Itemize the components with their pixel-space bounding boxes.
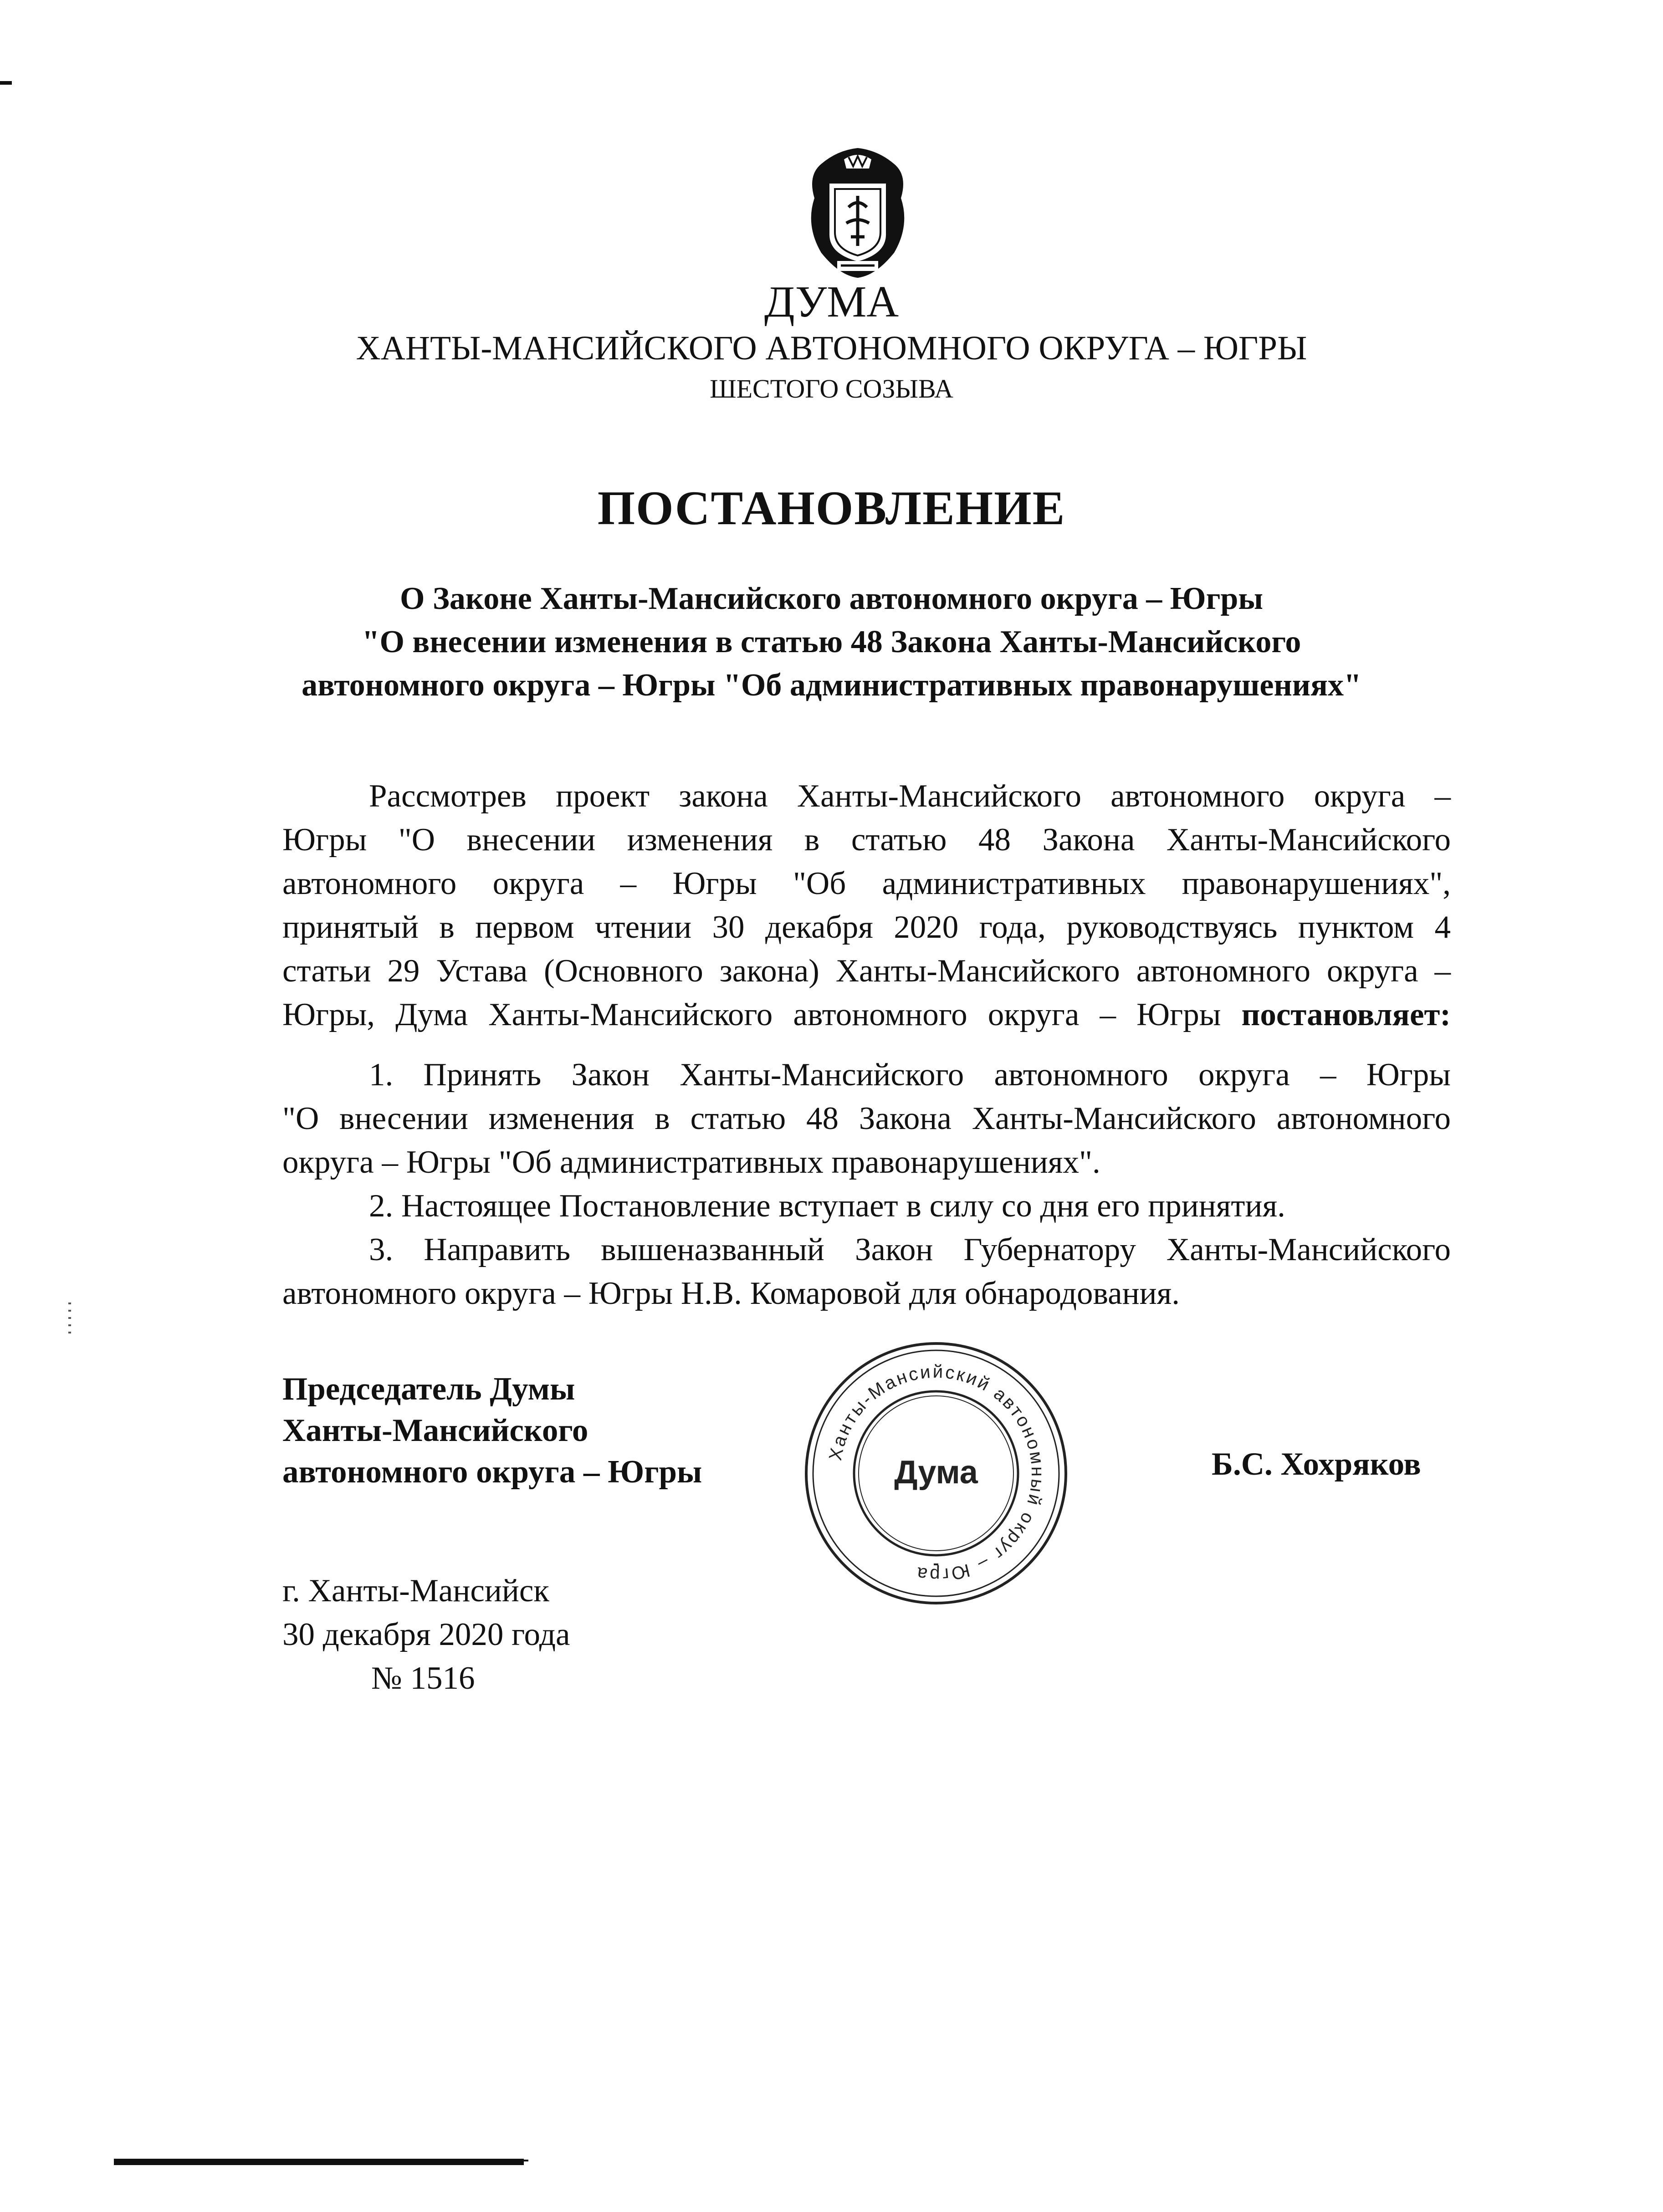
org-convocation: ШЕСТОГО СОЗЫВА [710, 374, 953, 404]
item-line: округа – Югры "Об административных правонарушениях". [282, 1144, 1100, 1180]
signer-position-line: автономного округа – Югры [282, 1454, 702, 1490]
signer-position-line: Председатель Думы [282, 1371, 575, 1407]
item-line: автономного округа – Югры Н.В. Комаровой для обнародования. [282, 1276, 1180, 1311]
scan-mark [0, 81, 12, 85]
subject-line: автономного округа – Югры "Об административных правонарушениях" [302, 668, 1361, 703]
preamble-line: принятый в первом чтении 30 декабря 2020 года, руководствуясь пунктом 4 [282, 909, 1451, 945]
subject-line: "О внесении изменения в статью 48 Закона Ханты-Мансийского [362, 624, 1301, 659]
item-line: 3. Направить вышеназванный Закон Губернатору Ханты-Мансийского [369, 1232, 1451, 1267]
bottom-rule [114, 2159, 524, 2165]
org-name-line-2: ХАНТЫ-МАНСИЙСКОГО АВТОНОМНОГО ОКРУГА – ЮГРЫ [356, 329, 1307, 367]
coat-of-arms-icon [801, 143, 915, 280]
bottom-rule-tail [501, 2160, 528, 2161]
resolve-word: постановляет: [1241, 997, 1451, 1032]
preamble-line: автономного округа – Югры "Об административных правонарушениях", [282, 866, 1451, 901]
item-line: 1. Принять Закон Ханты-Мансийского автономного округа – Югры [369, 1057, 1451, 1093]
preamble-text: Югры, Дума Ханты-Мансийского автономного округа – Югры [282, 997, 1242, 1032]
preamble-line-last [282, 993, 1451, 1037]
seal-ring-text: Ханты-Мансийский автономный округ – Югра [825, 1361, 1048, 1585]
official-seal [799, 1337, 1073, 1610]
preamble-line: статьи 29 Устава (Основного закона) Ханты-Мансийского автономного округа – [282, 953, 1451, 989]
city: г. Ханты-Мансийск [282, 1573, 549, 1609]
preamble-line: Рассмотрев проект закона Ханты-Мансийского автономного округа – [369, 778, 1451, 814]
preamble-line: Югры "О внесении изменения в статью 48 Закона Ханты-Мансийского [282, 822, 1451, 858]
item-line: "О внесении изменения в статью 48 Закона Ханты-Мансийского автономного [282, 1101, 1451, 1136]
org-name-line-1: ДУМА [764, 277, 899, 327]
scan-dots [68, 1303, 71, 1339]
signer-position-line: Ханты-Мансийского [282, 1413, 588, 1448]
document-title: ПОСТАНОВЛЕНИЕ [597, 481, 1066, 535]
date: 30 декабря 2020 года [282, 1617, 570, 1652]
seal-center-text: Дума [894, 1454, 978, 1491]
item-line: 2. Настоящее Постановление вступает в силу со дня его принятия. [369, 1188, 1285, 1224]
document-number: № 1516 [371, 1660, 475, 1696]
signer-name: Б.С. Хохряков [1212, 1446, 1421, 1482]
subject-line: О Законе Ханты-Мансийского автономного округа – Югры [400, 581, 1263, 616]
